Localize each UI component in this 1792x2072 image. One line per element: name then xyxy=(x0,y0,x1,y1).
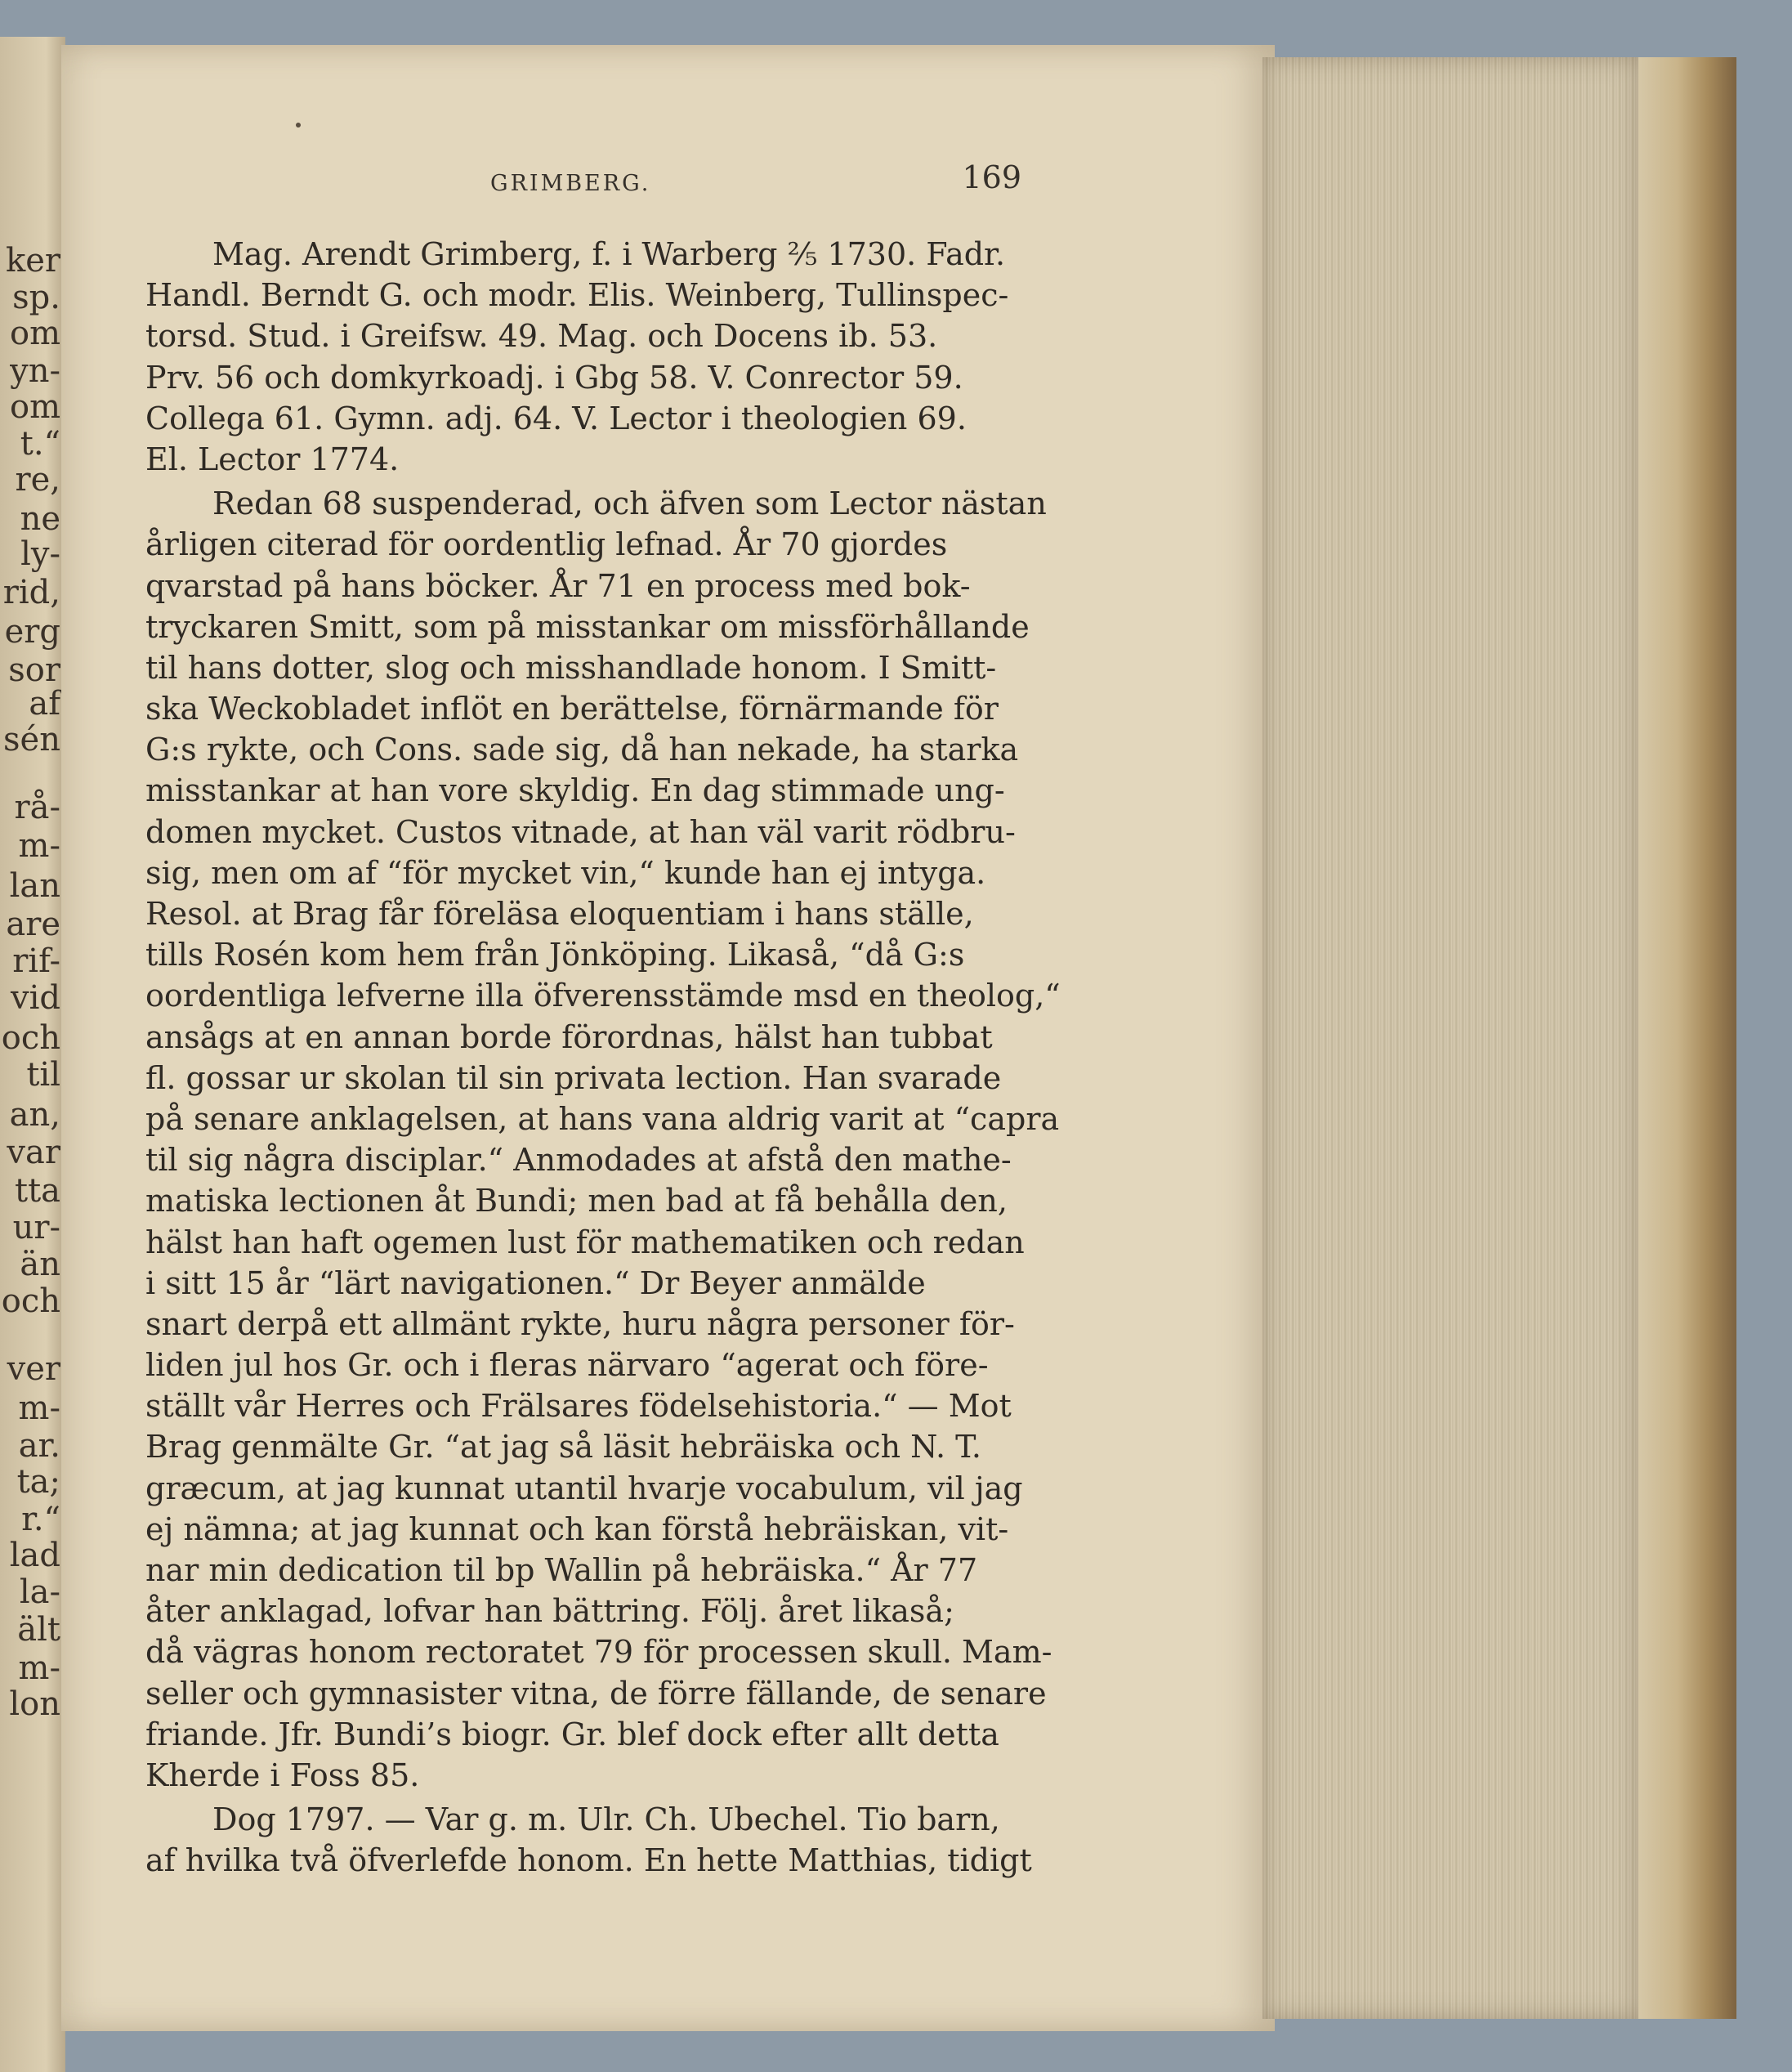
text-line: oordentliga lefverne illa öfverensstämde msd en theolog,“ xyxy=(145,978,1061,1014)
previous-page-fragment: om xyxy=(9,388,60,426)
book-cover-edge xyxy=(1638,57,1736,2019)
previous-page-fragment: ur- xyxy=(12,1209,60,1246)
text-line: seller och gymnasister vitna, de förre fällande, de senare xyxy=(145,1675,1047,1712)
text-line: ej nämna; at jag kunnat och kan förstå hebräiskan, vit- xyxy=(145,1510,1009,1547)
text-line: matiska lectionen åt Bundi; men bad at få behålla den, xyxy=(145,1183,1008,1219)
previous-page-fragment: m- xyxy=(18,827,60,865)
previous-page-fragment: sén xyxy=(3,721,60,759)
previous-page-fragment: til xyxy=(26,1056,60,1094)
text-line: liden jul hos Gr. och i fleras närvaro “agerat och före- xyxy=(145,1347,989,1384)
text-line: snart derpå ett allmänt rykte, huru några personer för- xyxy=(145,1305,1015,1342)
text-line: domen mycket. Custos vitnade, at han väl varit rödbru- xyxy=(145,813,1016,850)
previous-page-fragment: are xyxy=(6,906,60,943)
text-line: torsd. Stud. i Greifsw. 49. Mag. och Docens ib. 53. xyxy=(145,318,938,355)
text-line: ska Weckobladet inflöt en berättelse, förnärmande för xyxy=(145,691,999,727)
text-line: sig, men om af “för mycket vin,“ kunde han ej intyga. xyxy=(145,854,986,891)
text-line: hälst han haft ogemen lust för mathematiken och redan xyxy=(145,1224,1025,1260)
previous-page-fragment: tta xyxy=(15,1172,60,1210)
text-line: Handl. Berndt G. och modr. Elis. Weinberg, Tullinspec- xyxy=(145,277,1009,314)
previous-page-fragment: rå- xyxy=(14,789,60,826)
previous-page-fragment: och xyxy=(1,1019,60,1057)
text-line: Prv. 56 och domkyrkoadj. i Gbg 58. V. Conrector 59. xyxy=(145,359,963,396)
previous-page-fragment: om xyxy=(9,315,60,352)
previous-page-fragment: t.“ xyxy=(20,425,60,463)
previous-page-fragment: och xyxy=(1,1282,60,1320)
previous-page-fragment: vid xyxy=(11,979,60,1017)
previous-page-fragment: rid, xyxy=(2,574,60,611)
previous-page-fragment: ar. xyxy=(18,1427,60,1465)
previous-page-fragment: an, xyxy=(9,1096,60,1134)
text-line: Collega 61. Gymn. adj. 64. V. Lector i theologien 69. xyxy=(145,400,967,436)
text-line: af hvilka två öfverlefde honom. En hette Matthias, tidigt xyxy=(145,1842,1032,1879)
previous-page-fragment: la- xyxy=(19,1573,60,1611)
previous-page-fragment: lad xyxy=(9,1537,60,1574)
previous-page-fragment: ly- xyxy=(20,535,60,573)
text-line: G:s rykte, och Cons. sade sig, då han nekade, ha starka xyxy=(145,732,1019,768)
running-title: GRIMBERG. xyxy=(490,171,651,196)
text-line: Kherde i Foss 85. xyxy=(145,1757,420,1793)
text-line: Resol. at Brag får föreläsa eloquentiam i hans ställe, xyxy=(145,896,974,932)
previous-page-fragment: m- xyxy=(18,1390,60,1427)
text-line: tills Rosén kom hem från Jönköping. Likaså, “då G:s xyxy=(145,937,965,973)
text-line: tryckaren Smitt, som på misstankar om missförhållande xyxy=(145,608,1030,645)
text-line: El. Lector 1774. xyxy=(145,441,400,477)
previous-page-fragment: rif- xyxy=(12,942,60,980)
previous-page-fragment: än xyxy=(20,1246,60,1283)
previous-page-fragment: ne xyxy=(20,500,60,538)
text-line: på senare anklagelsen, at hans vana aldrig varit at “capra xyxy=(145,1100,1060,1137)
text-line: nar min dedication til bp Wallin på hebräiska.“ År 77 xyxy=(145,1552,978,1588)
text-line: Dog 1797. — Var g. m. Ulr. Ch. Ubechel. Tio barn, xyxy=(212,1801,1000,1838)
text-line: ansågs at en annan borde förordnas, hälst han tubbat xyxy=(145,1018,993,1055)
text-line: Brag genmälte Gr. “at jag så läsit hebräiska och N. T. xyxy=(145,1429,981,1466)
previous-page-fragment: ta; xyxy=(16,1463,60,1501)
text-line: i sitt 15 år “lärt navigationen.“ Dr Beyer anmälde xyxy=(145,1264,926,1301)
text-line: græcum, at jag kunnat utantil hvarje vocabulum, vil jag xyxy=(145,1470,1023,1506)
text-line: årligen citerad för oordentlig lefnad. År 70 gjordes xyxy=(145,526,948,563)
previous-page-fragment: ker xyxy=(5,242,60,280)
previous-page-edge xyxy=(0,37,65,2072)
ink-spot xyxy=(296,123,301,128)
text-line: qvarstad på hans böcker. År 71 en process med bok- xyxy=(145,567,971,604)
text-line: friande. Jfr. Bundi’s biogr. Gr. blef dock efter allt detta xyxy=(145,1716,999,1752)
previous-page-fragment: erg xyxy=(4,613,60,651)
previous-page-fragment: af xyxy=(29,685,60,723)
text-line: fl. gossar ur skolan til sin privata lection. Han svarade xyxy=(145,1059,1002,1096)
previous-page-fragment: lon xyxy=(9,1685,60,1723)
text-line: ställt vår Herres och Frälsares födelsehistoria.“ — Mot xyxy=(145,1388,1012,1425)
body-text xyxy=(145,234,1061,1882)
previous-page-fragment: m- xyxy=(18,1649,60,1687)
previous-page-fragment: lan xyxy=(9,867,60,905)
previous-page-fragment: yn- xyxy=(10,352,60,390)
text-line: til sig några disciplar.“ Anmodades at afstå den mathe- xyxy=(145,1142,1012,1179)
text-line: til hans dotter, slog och misshandlade honom. I Smitt- xyxy=(145,649,997,686)
page-block-edge xyxy=(1262,57,1638,2019)
previous-page-fragment: ält xyxy=(17,1611,60,1649)
previous-page-fragment: sp. xyxy=(12,279,60,316)
text-line: Mag. Arendt Grimberg, f. i Warberg ²⁄₅ 1730. Fadr. xyxy=(212,236,1006,272)
page-number: 169 xyxy=(962,159,1021,195)
text-line: misstankar at han vore skyldig. En dag stimmade ung- xyxy=(145,772,1005,809)
previous-page-fragment: ver xyxy=(7,1350,60,1388)
previous-page-fragment: re, xyxy=(15,461,60,499)
previous-page-fragment: var xyxy=(7,1134,60,1171)
previous-page-fragment: sor xyxy=(8,651,60,689)
text-line: åter anklagad, lofvar han bättring. Följ. året likaså; xyxy=(145,1593,954,1630)
previous-page-fragment: r.“ xyxy=(21,1501,60,1538)
text-line: då vägras honom rectoratet 79 för processen skull. Mam- xyxy=(145,1634,1052,1671)
text-line: Redan 68 suspenderad, och äfven som Lector nästan xyxy=(212,486,1047,522)
